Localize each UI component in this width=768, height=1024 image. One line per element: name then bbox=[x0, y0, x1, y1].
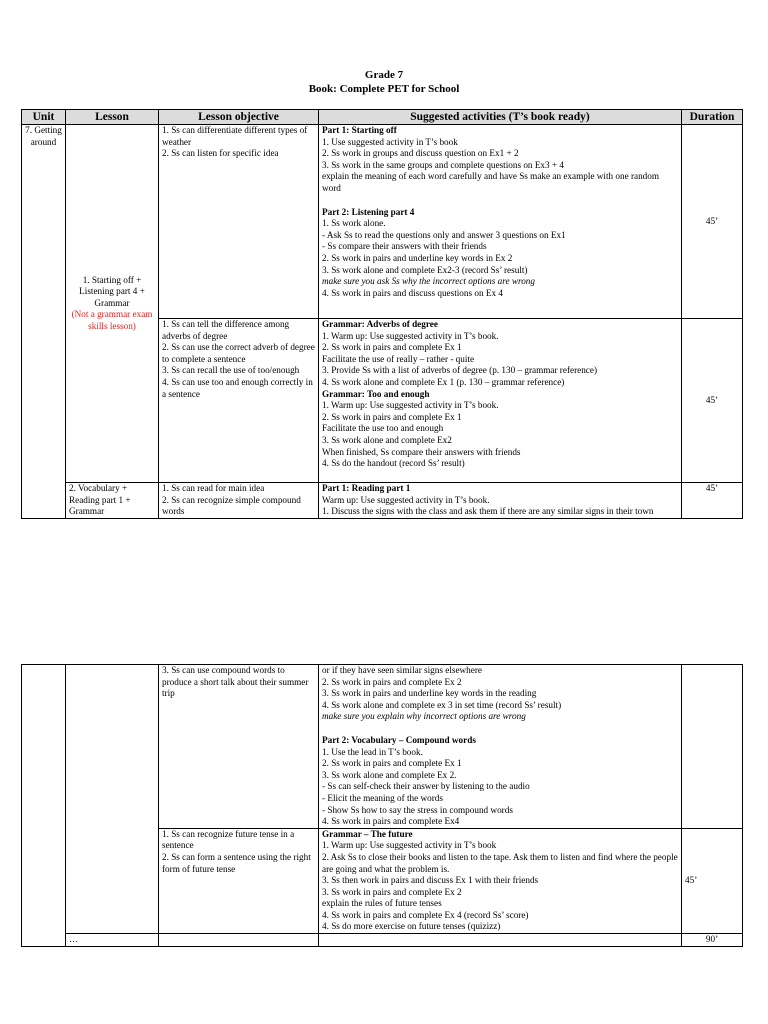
lesson-ellipsis: … bbox=[69, 934, 79, 945]
col-header-lesson: Lesson bbox=[66, 110, 159, 125]
lesson-cell bbox=[66, 665, 159, 934]
activities-cell bbox=[319, 665, 682, 829]
activity-item: 4. Ss work in pairs and complete Ex4 bbox=[322, 816, 460, 827]
activity-item: 1. Use suggested activity in T’s book bbox=[322, 136, 458, 147]
objective-item: 3. Ss can use compound words to produce a short talk about their summer trip bbox=[162, 665, 309, 699]
activities-cell bbox=[319, 125, 682, 319]
objective-cell bbox=[159, 828, 319, 933]
activity-item: - Elicit the meaning of the words bbox=[322, 792, 443, 803]
activity-item: 3. Ss work alone and complete Ex2 bbox=[322, 434, 452, 445]
col-header-objective: Lesson objective bbox=[159, 110, 319, 125]
objective-item: 1. Ss can differentiate different types of weather bbox=[162, 125, 308, 147]
activity-item: 1. Warm up: Use suggested activity in T’s book bbox=[322, 840, 497, 851]
activity-item: explain the rules of future tenses bbox=[322, 898, 442, 909]
activity-item: Facilitate the use of really – rather - quite bbox=[322, 353, 475, 364]
activities-cell bbox=[319, 828, 682, 933]
duration-cell bbox=[682, 665, 743, 829]
activity-item: 1. Warm up: Use suggested activity in T’s book. bbox=[322, 330, 499, 341]
header-grade: Grade 7 bbox=[364, 69, 404, 81]
objective-cell bbox=[159, 934, 319, 947]
activity-item: 2. Ss work in pairs and complete Ex 2 bbox=[322, 676, 462, 687]
activity-item: When finished, Ss compare their answers with friends bbox=[322, 446, 521, 457]
activity-item: 4. Ss work alone and complete Ex 1 (p. 130 – grammar reference) bbox=[322, 376, 565, 387]
activities-cell bbox=[319, 483, 682, 519]
objective-item: 1. Ss can recognize future tense in a sentence bbox=[162, 828, 295, 851]
duration-cell bbox=[682, 319, 743, 483]
duration-value: 90’ bbox=[705, 934, 719, 945]
activity-item: 4. Ss do more exercise on future tenses (quizizz) bbox=[322, 921, 501, 932]
unit-cell bbox=[22, 665, 66, 947]
lesson-plan-table-page1 bbox=[21, 109, 743, 519]
activity-item: 4. Ss do the handout (record Ss’ result) bbox=[322, 458, 465, 469]
activity-item: 2. Ss work in groups and discuss question on Ex1 + 2 bbox=[322, 148, 519, 159]
activity-item: explain the meaning of each word carefully and have Ss make an example with one random word bbox=[322, 171, 660, 193]
duration-value: 45’ bbox=[685, 875, 698, 886]
objective-item: 2. Ss can listen for specific idea bbox=[162, 148, 279, 159]
duration-cell bbox=[682, 828, 743, 933]
col-header-duration: Duration bbox=[682, 110, 743, 125]
activity-item: 2. Ss work in pairs and complete Ex 1 bbox=[322, 758, 462, 769]
activity-item: 2. Ss work in pairs and complete Ex 1 bbox=[322, 411, 462, 422]
activity-heading: Part 2: Vocabulary – Compound words bbox=[322, 734, 476, 745]
objective-item: 1. Ss can read for main idea bbox=[162, 483, 265, 493]
objective-cell bbox=[159, 483, 319, 519]
duration-value: 45’ bbox=[705, 215, 719, 226]
activities-cell bbox=[319, 934, 682, 947]
duration-cell bbox=[682, 125, 743, 319]
objective-item: 2. Ss can form a sentence using the right form of future tense bbox=[162, 851, 311, 874]
duration-cell bbox=[682, 934, 743, 947]
activity-item: 3. Ss work alone and complete Ex2-3 (record Ss’ result) bbox=[322, 264, 528, 275]
activity-heading: Grammar: Too and enough bbox=[322, 388, 430, 399]
activity-item: 3. Ss work alone and complete Ex 2. bbox=[322, 769, 457, 780]
objective-item: 4. Ss can use too and enough correctly in a sentence bbox=[162, 376, 313, 399]
activity-heading: Grammar – The future bbox=[322, 828, 413, 839]
activity-item: 1. Use the lead in T’s book. bbox=[322, 746, 423, 757]
activity-item: - Ss compare their answers with their friends bbox=[322, 241, 487, 252]
activity-item: 1. Discuss the signs with the class and ask them if there are any similar signs in their town bbox=[322, 506, 654, 517]
table-row bbox=[22, 483, 743, 519]
activity-heading: Grammar: Adverbs of degree bbox=[322, 319, 438, 329]
activity-item: 3. Ss then work in pairs and discuss Ex 1 with their friends bbox=[322, 875, 539, 886]
activity-item: 2. Ss work in pairs and complete Ex 1 bbox=[322, 342, 462, 353]
activity-heading: Part 2: Listening part 4 bbox=[322, 206, 415, 217]
activity-item: make sure you ask Ss why the incorrect options are wrong bbox=[322, 276, 535, 287]
activity-item: 3. Provide Ss with a list of adverbs of degree (p. 130 – grammar reference) bbox=[322, 365, 598, 376]
lesson-cell bbox=[66, 483, 159, 519]
objective-cell bbox=[159, 319, 319, 483]
table-header-row bbox=[22, 110, 743, 125]
objective-item: 2. Ss can use the correct adverb of degree to complete a sentence bbox=[162, 342, 315, 364]
activity-item: or if they have seen similar signs elsewhere bbox=[322, 665, 482, 675]
lesson-note: (Not a grammar exam skills lesson) bbox=[71, 309, 153, 331]
lesson-title: 2. Vocabulary + Reading part 1 + Grammar bbox=[69, 483, 131, 517]
lesson-cell bbox=[66, 934, 159, 947]
lesson-plan-table-page2 bbox=[21, 664, 743, 947]
activity-item: 2. Ss work in pairs and underline key words in Ex 2 bbox=[322, 252, 513, 263]
activity-item: 1. Warm up: Use suggested activity in T’s book. bbox=[322, 400, 499, 411]
activity-item: 3. Ss work in pairs and underline key words in the reading bbox=[322, 688, 537, 699]
lesson-title: 1. Starting off + Listening part 4 + Grammar bbox=[79, 274, 145, 308]
duration-value: 45’ bbox=[705, 483, 719, 493]
objective-item: 2. Ss can recognize simple compound words bbox=[162, 494, 301, 517]
activity-item: 4. Ss work alone and complete ex 3 in set time (record Ss’ result) bbox=[322, 699, 562, 710]
activity-item: 4. Ss work in pairs and discuss questions on Ex 4 bbox=[322, 287, 503, 298]
activity-item: - Show Ss how to say the stress in compound words bbox=[322, 804, 513, 815]
col-header-activities: Suggested activities (T’s book ready) bbox=[319, 110, 682, 125]
activity-item: - Ss can self-check their answer by listening to the audio bbox=[322, 781, 530, 792]
activity-heading: Part 1: Reading part 1 bbox=[322, 483, 411, 493]
activity-item: Warm up: Use suggested activity in T’s book. bbox=[322, 494, 490, 505]
col-header-unit: Unit bbox=[22, 110, 66, 125]
activity-item: 2. Ask Ss to close their books and listen to the tape. Ask them to listen and find where the people are going and what the problem is. bbox=[322, 851, 678, 874]
activity-heading: Part 1: Starting off bbox=[322, 125, 397, 135]
table-row bbox=[22, 125, 743, 319]
activity-item: - Ask Ss to read the questions only and answer 3 questions on Ex1 bbox=[322, 229, 566, 240]
table-row bbox=[22, 934, 743, 947]
duration-cell bbox=[682, 483, 743, 519]
unit-label: 7. Getting around bbox=[25, 125, 62, 147]
objective-item: 1. Ss can tell the difference among adverbs of degree bbox=[162, 319, 290, 341]
objective-cell bbox=[159, 665, 319, 829]
objective-item: 3. Ss can recall the use of too/enough bbox=[162, 365, 300, 376]
activity-item: 4. Ss work in pairs and complete Ex 4 (record Ss’ score) bbox=[322, 909, 529, 920]
duration-value: 45’ bbox=[705, 394, 719, 405]
activity-item: make sure you explain why incorrect options are wrong bbox=[322, 711, 526, 722]
activities-cell bbox=[319, 319, 682, 483]
activity-item: 3. Ss work in the same groups and complete questions on Ex3 + 4 bbox=[322, 159, 564, 170]
header-book-title: Book: Complete PET for School bbox=[308, 83, 460, 95]
unit-cell bbox=[22, 125, 66, 519]
activity-item: 3. Ss work in pairs and complete Ex 2 bbox=[322, 886, 462, 897]
activity-item: Facilitate the use too and enough bbox=[322, 423, 444, 434]
lesson-cell bbox=[66, 125, 159, 483]
objective-cell bbox=[159, 125, 319, 319]
activity-item: 1. Ss work alone. bbox=[322, 218, 386, 229]
table-row bbox=[22, 665, 743, 829]
